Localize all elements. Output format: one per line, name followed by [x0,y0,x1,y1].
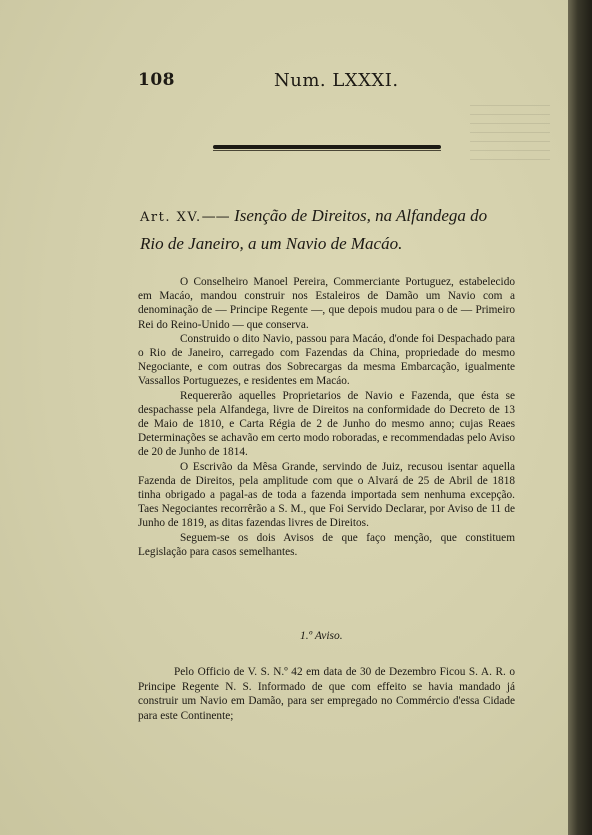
page-header [138,70,448,96]
article-number: Art. XV. [140,210,202,225]
aviso-label: 1.º Aviso. [300,630,343,642]
article-heading [140,203,520,258]
book-spine [568,0,592,835]
running-title: Num. LXXXI. [274,70,399,91]
article-title-line1: Isenção de Direitos, na Alfandega do [234,206,488,225]
paragraph: O Conselheiro Manoel Pereira, Commerciante Portuguez, estabelecido em Macáo, mandou construir nos Estaleiros de Damão um Navio com a denominação de — Principe Regente —, que depois mudou para o de — Primeiro Rei do Reino-Unido — que conserva. [138,276,515,331]
bleed-through-shadow [470,100,550,160]
paragraph: Pelo Officio de V. S. N.º 42 em data de 30 de Dezembro Ficou S. A. R. o Principe Regente N. S. Informado de que com effeito se havia mandado já construir um Navio em Damão, para ser empregado no Commércio d'essa Cidade para este Continente; [138,666,515,722]
article-body [138,275,515,559]
decorative-rule [213,145,441,149]
page-number: 108 [138,70,175,90]
paragraph: Seguem-se os dois Avisos de que faço menção, que constituem Legislação para casos semelhantes. [138,531,515,558]
paragraph: Construido o dito Navio, passou para Macáo, d'onde foi Despachado para o Rio de Janeiro, carregado com Fazendas da China, propriedade do mesmo Negociante, e com outras dos Sobrecargas da mesma Embarcação, igualmente Vassallos Portuguezes, e residentes em Macáo. [138,332,515,388]
paragraph: O Escrivão da Mêsa Grande, servindo de Juiz, recusou isentar aquella Fazenda de Direitos, pela amplitude com que o Alvará de 25 de Abril de 1818 tinha obrigado a pagal-as de toda a fazenda importada sem nenhuma excepção. Taes Negociantes recorrêrão a S. M., que Foi Servido Declarar, por Aviso de 11 de Junho de 1819, as ditas fazendas livres de Direitos. [138,460,515,530]
aviso-body [138,665,515,723]
article-title-line2: Rio de Janeiro, a um Navio de Macáo. [140,234,403,253]
paragraph: Requererão aquelles Proprietarios de Navio e Fazenda, que ésta se despachasse pela Alfandega, livre de Direitos na conformidade do Decreto de 13 de Maio de 1810, e Carta Régia de 2 de Junho do mesmo anno; cujas Reaes Determinações se achavão em certo modo roboradas, e recommendadas pelo Aviso de 20 de Junho de 1814. [138,389,515,459]
heading-dash: —— [201,209,230,225]
